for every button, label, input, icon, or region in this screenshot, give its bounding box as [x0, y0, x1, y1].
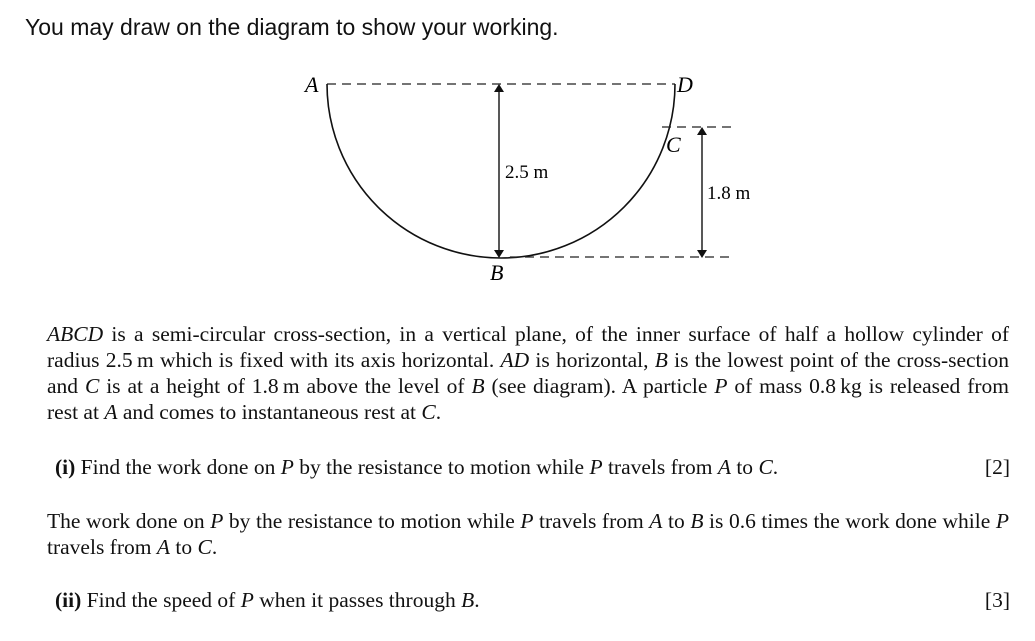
- height-label: 1.8 m: [707, 183, 751, 204]
- label-c: C: [666, 132, 681, 157]
- question-ii-text: (ii) Find the speed of P when it passes through B.: [55, 588, 480, 612]
- label-b: B: [490, 260, 504, 285]
- label-a: A: [305, 72, 319, 97]
- instruction-text: You may draw on the diagram to show your working.: [25, 14, 559, 40]
- intro-abcd: ABCD: [47, 322, 104, 346]
- label-d: D: [677, 72, 693, 97]
- intro-paragraph: ABCD is a semi-circular cross-section, in a vertical plane, of the inner surface of half a hollow cylinder of radius 2.5 m which is fixed with its axis horizontal. AD is horizontal, B is the lowest point of the cross-section and C is at a height of 1.8 m above the level of B (see diagram). A particle P of mass 0.8 kg is released from rest at A and comes to instantaneous rest at C.: [47, 322, 1010, 424]
- question-i-marks: [2]: [984, 455, 1010, 479]
- question-i-text: (i) Find the work done on P by the resistance to motion while P travels from A to C.: [55, 455, 779, 479]
- question-ii-number: (ii): [55, 588, 82, 612]
- question-i-number: (i): [55, 455, 76, 479]
- question-ii-marks: [3]: [984, 588, 1010, 612]
- middle-paragraph: The work done on P by the resistance to motion while P travels from A to B is 0.6 times the work done while P travels from A to C.: [47, 509, 1009, 559]
- question-i: [55, 454, 1010, 480]
- semicircle-diagram[interactable]: [0, 0, 1035, 300]
- radius-label: 2.5 m: [505, 162, 549, 183]
- question-ii: [55, 587, 1010, 613]
- semicircle-arc: [327, 84, 675, 258]
